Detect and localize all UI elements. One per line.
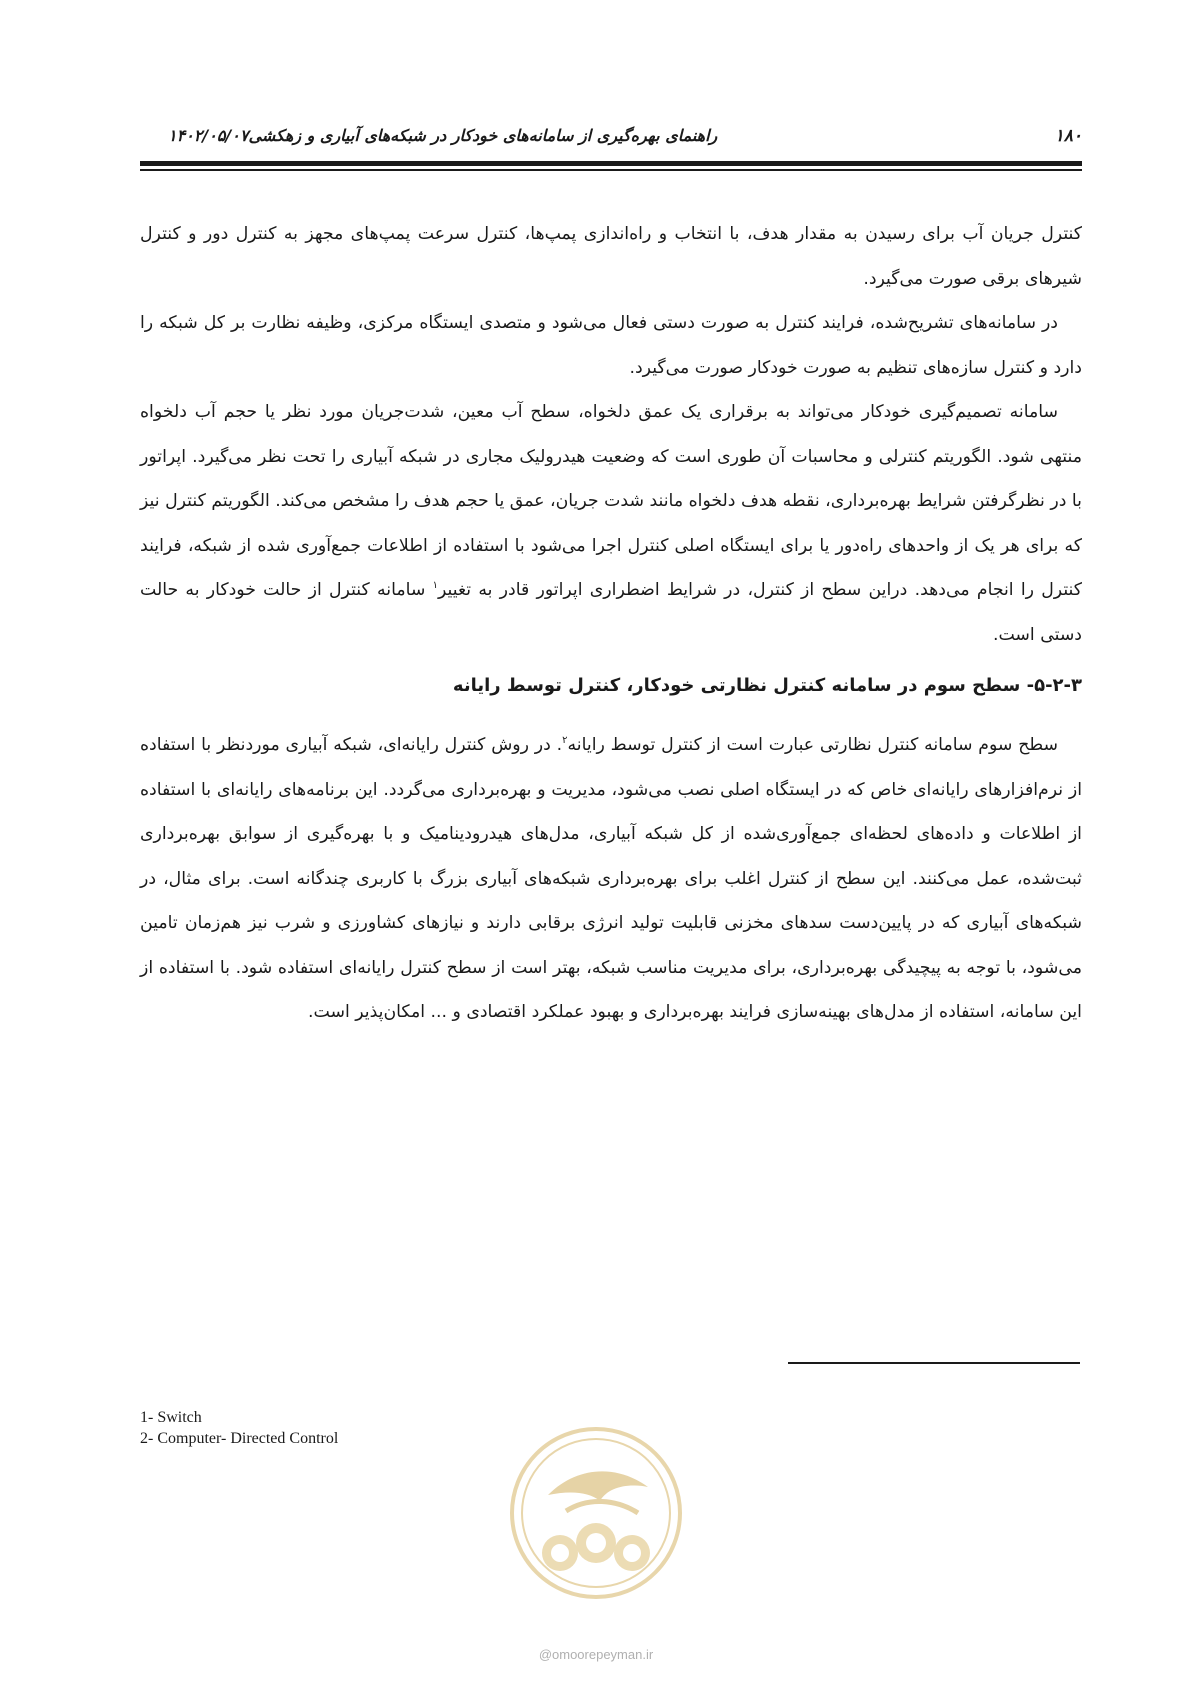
paragraph-3-text: سامانه تصمیم‌گیری خودکار می‌تواند به برقراری یک عمق دلخواه، سطح آب معین، شدت‌جریان مورد نظر یا حجم آب دلخواه منتهی شود. الگوریتم کنترلی و محاسبات آن طوری است که وضعیت هیدرولیک مجاری در شبکه آبیاری را تحت نظر می‌گیرد. اپراتور با در نظرگرفتن شرایط بهره‌برداری، نقطه هدف دلخواه مانند شدت جریان، عمق یا حجم هدف را مشخص می‌کند. الگوریتم کنترل نیز که برای هر یک از واحدهای راه‌دور یا برای ایستگاه اصلی کنترل اجرا می‌شود با استفاده از اطلاعات جمع‌آوری شده از شبکه، فرایند کنترل را انجام می‌دهد. دراین سطح از کنترل، در شرایط اضطراری اپراتور قادر به تغییر: [140, 402, 1082, 600]
paragraph-4-rest: . در روش کنترل رایانه‌ای، شبکه آبیاری موردنظر با استفاده از نرم‌افزارهای رایانه‌ای خاص که در ایستگاه اصلی نصب می‌شود، مدیریت و بهره‌برداری می‌گردد. این برنامه‌های رایانه‌ای با استفاده از اطلاعات و داده‌های لحظه‌ای جمع‌آوری‌شده از کل شبکه آبیاری، مدل‌های هیدرودینامیک و با بهره‌گیری از سوابق بهره‌برداری ثبت‌شده، عمل می‌کنند. این سطح از کنترل اغلب برای بهره‌برداری شبکه‌های آبیاری بزرگ با کاربری چندگانه است. برای مثال، در شبکه‌های آبیاری که در پایین‌دست سدهای مخزنی قابلیت تولید انرژی برقابی دارند و نیازهای کشاورزی و شرب نیز هم‌زمان تامین می‌شود، با توجه به پیچیدگی بهره‌برداری، برای مدیریت مناسب شبکه، بهتر است از سطح کنترل رایانه‌ای استفاده شود. با استفاده از این سامانه، استفاده از مدل‌های بهینه‌سازی فرایند بهره‌برداری و بهبود عملکرد اقتصادی و ... امکان‌پذیر است.: [140, 735, 1082, 1022]
header-rule-thin: [140, 169, 1082, 171]
footnote-separator: [788, 1362, 1080, 1364]
header-title: راهنمای بهره‌گیری از سامانه‌های خودکار در شبکه‌های آبیاری و زهکشی: [248, 126, 718, 145]
footnote-1: 1- Switch: [140, 1409, 202, 1426]
page-number: ۱۸۰: [1054, 126, 1082, 146]
footnotes: [140, 1407, 338, 1449]
header-date: ۱۴۰۲/۰۵/۰۷: [168, 126, 249, 145]
footnote-mark-1: ۱: [432, 580, 438, 592]
body-text: [140, 212, 1082, 1035]
footnote-mark-2: ۲: [562, 735, 568, 747]
running-header: [140, 126, 1082, 156]
paragraph-4-start: سطح سوم سامانه کنترل نظارتی عبارت است از کنترل توسط رایانه: [567, 735, 1059, 755]
paragraph-2: در سامانه‌های تشریح‌شده، فرایند کنترل به صورت دستی فعال می‌شود و متصدی ایستگاه مرکزی، وظیفه نظارت بر کل شبکه را دارد و کنترل سازه‌های تنظیم به صورت خودکار صورت می‌گیرد.: [140, 313, 1082, 378]
paragraph-1: کنترل جریان آب برای رسیدن به مقدار هدف، با انتخاب و راه‌اندازی پمپ‌ها، کنترل سرعت پمپ‌های مجهز به کنترل دور و کنترل شیرهای برقی صورت می‌گیرد.: [140, 224, 1082, 289]
logo-url: @omoorepeyman.ir: [538, 1647, 654, 1662]
footnote-2: 2- Computer- Directed Control: [140, 1430, 339, 1447]
paragraph-3-end: سامانه کنترل از حالت خودکار به حالت دستی است.: [140, 580, 1082, 645]
paragraph-3: [140, 390, 1082, 657]
paragraph-4: [140, 723, 1082, 1035]
section-heading: ۵-۲-۳- سطح سوم در سامانه کنترل نظارتی خودکار، کنترل توسط رایانه: [452, 675, 1082, 696]
header-rule-thick: [140, 161, 1082, 166]
header-title-group: [140, 126, 717, 145]
omoorepeyman-watermark-logo: [508, 1425, 684, 1601]
